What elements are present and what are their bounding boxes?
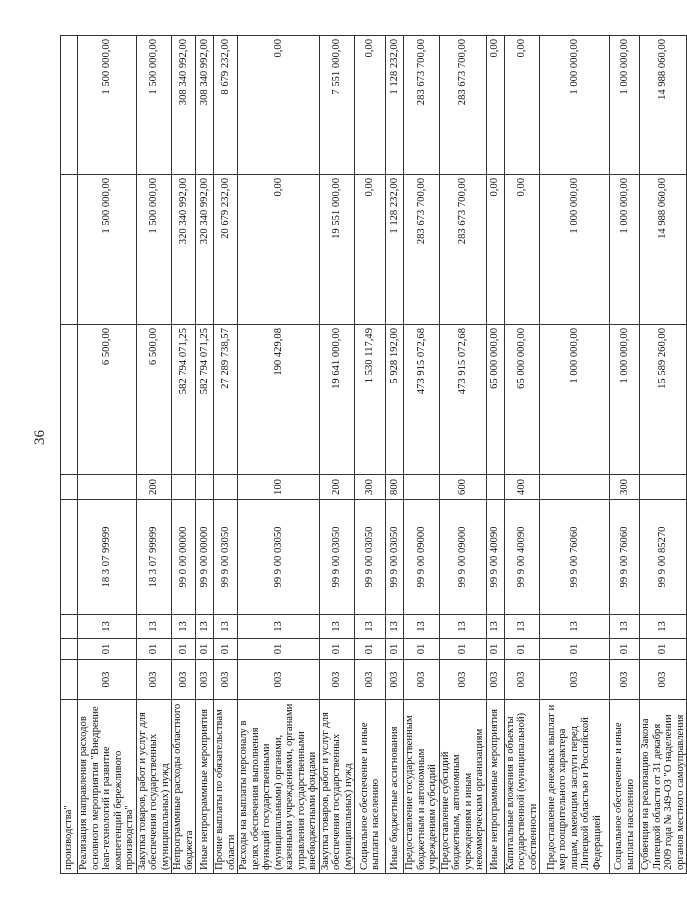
table-row [504, 36, 540, 874]
table-row [136, 36, 172, 874]
expense-type-code [196, 475, 214, 500]
section-code: 01 [172, 639, 196, 660]
row-name: Прочие выплаты по обязательствам области [214, 700, 238, 874]
subsection-code: 13 [214, 615, 238, 639]
row-name: Социальное обеспечение и иные выплаты населению [355, 700, 386, 874]
amount-year-2: 1 000 000,00 [540, 175, 610, 325]
table-row [486, 36, 504, 874]
target-article-code: 99 0 00 00000 [172, 500, 196, 615]
subsection-code: 13 [486, 615, 504, 639]
amount-year-3: 0,00 [504, 36, 540, 175]
amount-year-2: 320 340 992,00 [196, 175, 214, 325]
table-row [439, 36, 486, 874]
table-row [214, 36, 238, 874]
budget-table-body [61, 36, 687, 874]
row-name: Капитальные вложения в объекты государственной (муниципальной) собственности [504, 700, 540, 874]
amount-year-1: 190 429,08 [238, 325, 320, 475]
amount-year-1: 6 500,00 [136, 325, 172, 475]
amount-year-3: 1 000 000,00 [540, 36, 610, 175]
target-article-code: 99 9 00 03050 [386, 500, 404, 615]
admin-code: 003 [640, 660, 687, 700]
section-code: 01 [486, 639, 504, 660]
expense-type-code [640, 475, 687, 500]
amount-year-2: 20 679 232,00 [214, 175, 238, 325]
amount-year-2: 283 673 700,00 [439, 175, 486, 325]
admin-code: 003 [214, 660, 238, 700]
table-row [78, 36, 137, 874]
amount-year-1: 582 794 071,25 [196, 325, 214, 475]
amount-year-1: 1 000 000,00 [540, 325, 610, 475]
table-row [610, 36, 640, 874]
admin-code: 003 [355, 660, 386, 700]
amount-year-1: 65 000 000,00 [504, 325, 540, 475]
amount-year-2: 19 551 000,00 [319, 175, 355, 325]
table-row [196, 36, 214, 874]
amount-year-3: 1 500 000,00 [136, 36, 172, 175]
row-name: Социальное обеспечение и иные выплаты населению [610, 700, 640, 874]
amount-year-3 [61, 36, 78, 175]
amount-year-1: 1 530 117,49 [355, 325, 386, 475]
admin-code: 003 [172, 660, 196, 700]
subsection-code: 13 [319, 615, 355, 639]
target-article-code: 99 9 00 03050 [319, 500, 355, 615]
amount-year-3: 0,00 [355, 36, 386, 175]
subsection-code: 13 [640, 615, 687, 639]
table-row [540, 36, 610, 874]
row-name: Предоставление государственным бюджетным и автономным учреждениям субсидий [404, 700, 440, 874]
expense-type-code: 200 [319, 475, 355, 500]
amount-year-3: 283 673 700,00 [404, 36, 440, 175]
target-article-code: 99 9 00 03050 [355, 500, 386, 615]
admin-code: 003 [610, 660, 640, 700]
subsection-code: 13 [196, 615, 214, 639]
target-article-code: 99 9 00 85270 [640, 500, 687, 615]
expense-type-code: 200 [136, 475, 172, 500]
target-article-code: 18 3 07 99999 [78, 500, 137, 615]
table-row [238, 36, 320, 874]
admin-code: 003 [439, 660, 486, 700]
row-name: Непрограммные расходы областного бюджета [172, 700, 196, 874]
subsection-code: 13 [439, 615, 486, 639]
subsection-code: 13 [172, 615, 196, 639]
amount-year-2: 0,00 [238, 175, 320, 325]
amount-year-2: 0,00 [355, 175, 386, 325]
target-article-code: 99 9 00 40090 [486, 500, 504, 615]
target-article-code: 99 9 00 09000 [439, 500, 486, 615]
section-code [61, 639, 78, 660]
target-article-code: 99 9 00 76060 [610, 500, 640, 615]
amount-year-2: 14 988 060,00 [640, 175, 687, 325]
row-name: Иные непрограммные мероприятия [196, 700, 214, 874]
amount-year-1: 6 500,00 [78, 325, 137, 475]
expense-type-code: 800 [386, 475, 404, 500]
section-code: 01 [238, 639, 320, 660]
subsection-code: 13 [78, 615, 137, 639]
table-row [172, 36, 196, 874]
rotated-page [60, 36, 686, 874]
row-name: Субвенция на реализацию Закона Липецкой области от 31 декабря 2009 года № 349-ОЗ "О наделении органов местного самоуправления [640, 700, 687, 874]
target-article-code: 99 9 00 76060 [540, 500, 610, 615]
amount-year-2: 1 500 000,00 [136, 175, 172, 325]
admin-code: 003 [238, 660, 320, 700]
section-code: 01 [355, 639, 386, 660]
expense-type-code [486, 475, 504, 500]
expense-type-code [214, 475, 238, 500]
table-row [386, 36, 404, 874]
amount-year-2: 0,00 [486, 175, 504, 325]
amount-year-2 [61, 175, 78, 325]
subsection-code: 13 [404, 615, 440, 639]
admin-code: 003 [386, 660, 404, 700]
subsection-code: 13 [355, 615, 386, 639]
section-code: 01 [386, 639, 404, 660]
target-article-code: 99 9 00 03050 [238, 500, 320, 615]
row-name: Закупка товаров, работ и услуг для обеспечения государственных (муниципальных) нужд [319, 700, 355, 874]
section-code: 01 [78, 639, 137, 660]
amount-year-2: 1 128 232,00 [386, 175, 404, 325]
expense-type-code: 300 [610, 475, 640, 500]
section-code: 01 [404, 639, 440, 660]
row-name: Закупка товаров, работ и услуг для обеспечения государственных (муниципальных) нужд [136, 700, 172, 874]
expense-type-code: 100 [238, 475, 320, 500]
row-name: Иные бюджетные ассигнования [386, 700, 404, 874]
amount-year-3: 308 340 992,00 [172, 36, 196, 175]
page-number: 36 [32, 430, 48, 445]
section-code: 01 [319, 639, 355, 660]
admin-code: 003 [404, 660, 440, 700]
admin-code: 003 [196, 660, 214, 700]
expense-type-code [78, 475, 137, 500]
target-article-code: 99 9 00 00000 [196, 500, 214, 615]
row-name: Предоставление субсидий бюджетным, автономным учреждениям и иным некоммерческим организациям [439, 700, 486, 874]
row-name: Реализация направления расходов основного мероприятия "Внедрение lean-технологий и развитие компетенций бережливого производства" [78, 700, 137, 874]
amount-year-3: 1 128 232,00 [386, 36, 404, 175]
row-name: производства" [61, 700, 78, 874]
expense-type-code [61, 475, 78, 500]
expense-type-code [540, 475, 610, 500]
subsection-code: 13 [238, 615, 320, 639]
table-row [319, 36, 355, 874]
admin-code: 003 [486, 660, 504, 700]
amount-year-2: 320 340 992,00 [172, 175, 196, 325]
table-row [355, 36, 386, 874]
subsection-code: 13 [540, 615, 610, 639]
expense-type-code: 300 [355, 475, 386, 500]
section-code: 01 [540, 639, 610, 660]
target-article-code [61, 500, 78, 615]
subsection-code [61, 615, 78, 639]
target-article-code: 18 3 07 99999 [136, 500, 172, 615]
expense-type-code: 400 [504, 475, 540, 500]
section-code: 01 [196, 639, 214, 660]
section-code: 01 [610, 639, 640, 660]
amount-year-3: 14 988 060,00 [640, 36, 687, 175]
section-code: 01 [136, 639, 172, 660]
expense-type-code [172, 475, 196, 500]
section-code: 01 [640, 639, 687, 660]
amount-year-1: 582 794 071,25 [172, 325, 196, 475]
amount-year-3: 7 551 000,00 [319, 36, 355, 175]
section-code: 01 [439, 639, 486, 660]
admin-code: 003 [78, 660, 137, 700]
admin-code: 003 [319, 660, 355, 700]
amount-year-3: 0,00 [238, 36, 320, 175]
amount-year-1: 473 915 072,68 [439, 325, 486, 475]
amount-year-1 [61, 325, 78, 475]
expense-type-code: 600 [439, 475, 486, 500]
table-row [640, 36, 687, 874]
amount-year-2: 1 000 000,00 [610, 175, 640, 325]
admin-code [61, 660, 78, 700]
section-code: 01 [504, 639, 540, 660]
subsection-code: 13 [386, 615, 404, 639]
row-name: Предоставление денежных выплат и мер поощрительного характера лицам, имеющим заслуги перед Липецкой областью и Российской Федерацией [540, 700, 610, 874]
amount-year-2: 0,00 [504, 175, 540, 325]
amount-year-1: 1 000 000,00 [610, 325, 640, 475]
amount-year-2: 1 500 000,00 [78, 175, 137, 325]
amount-year-1: 473 915 072,68 [404, 325, 440, 475]
admin-code: 003 [540, 660, 610, 700]
subsection-code: 13 [504, 615, 540, 639]
subsection-code: 13 [136, 615, 172, 639]
amount-year-3: 8 679 232,00 [214, 36, 238, 175]
table-row [61, 36, 78, 874]
amount-year-1: 15 589 260,00 [640, 325, 687, 475]
amount-year-3: 308 340 992,00 [196, 36, 214, 175]
subsection-code: 13 [610, 615, 640, 639]
amount-year-3: 283 673 700,00 [439, 36, 486, 175]
amount-year-1: 19 641 000,00 [319, 325, 355, 475]
amount-year-1: 5 928 192,00 [386, 325, 404, 475]
amount-year-3: 1 500 000,00 [78, 36, 137, 175]
amount-year-2: 283 673 700,00 [404, 175, 440, 325]
target-article-code: 99 9 00 09000 [404, 500, 440, 615]
row-name: Иные непрограммные мероприятия [486, 700, 504, 874]
expense-type-code [404, 475, 440, 500]
target-article-code: 99 9 00 40090 [504, 500, 540, 615]
target-article-code: 99 9 00 03050 [214, 500, 238, 615]
amount-year-3: 0,00 [486, 36, 504, 175]
amount-year-1: 65 000 000,00 [486, 325, 504, 475]
amount-year-3: 1 000 000,00 [610, 36, 640, 175]
admin-code: 003 [136, 660, 172, 700]
budget-table [60, 35, 687, 874]
amount-year-1: 27 289 738,57 [214, 325, 238, 475]
section-code: 01 [214, 639, 238, 660]
admin-code: 003 [504, 660, 540, 700]
row-name: Расходы на выплаты персоналу в целях обеспечения выполнения функций государственными (муниципальными) органами, казенными учреждениями, органами управления государственными внебюджетными фондами [238, 700, 320, 874]
table-row [404, 36, 440, 874]
